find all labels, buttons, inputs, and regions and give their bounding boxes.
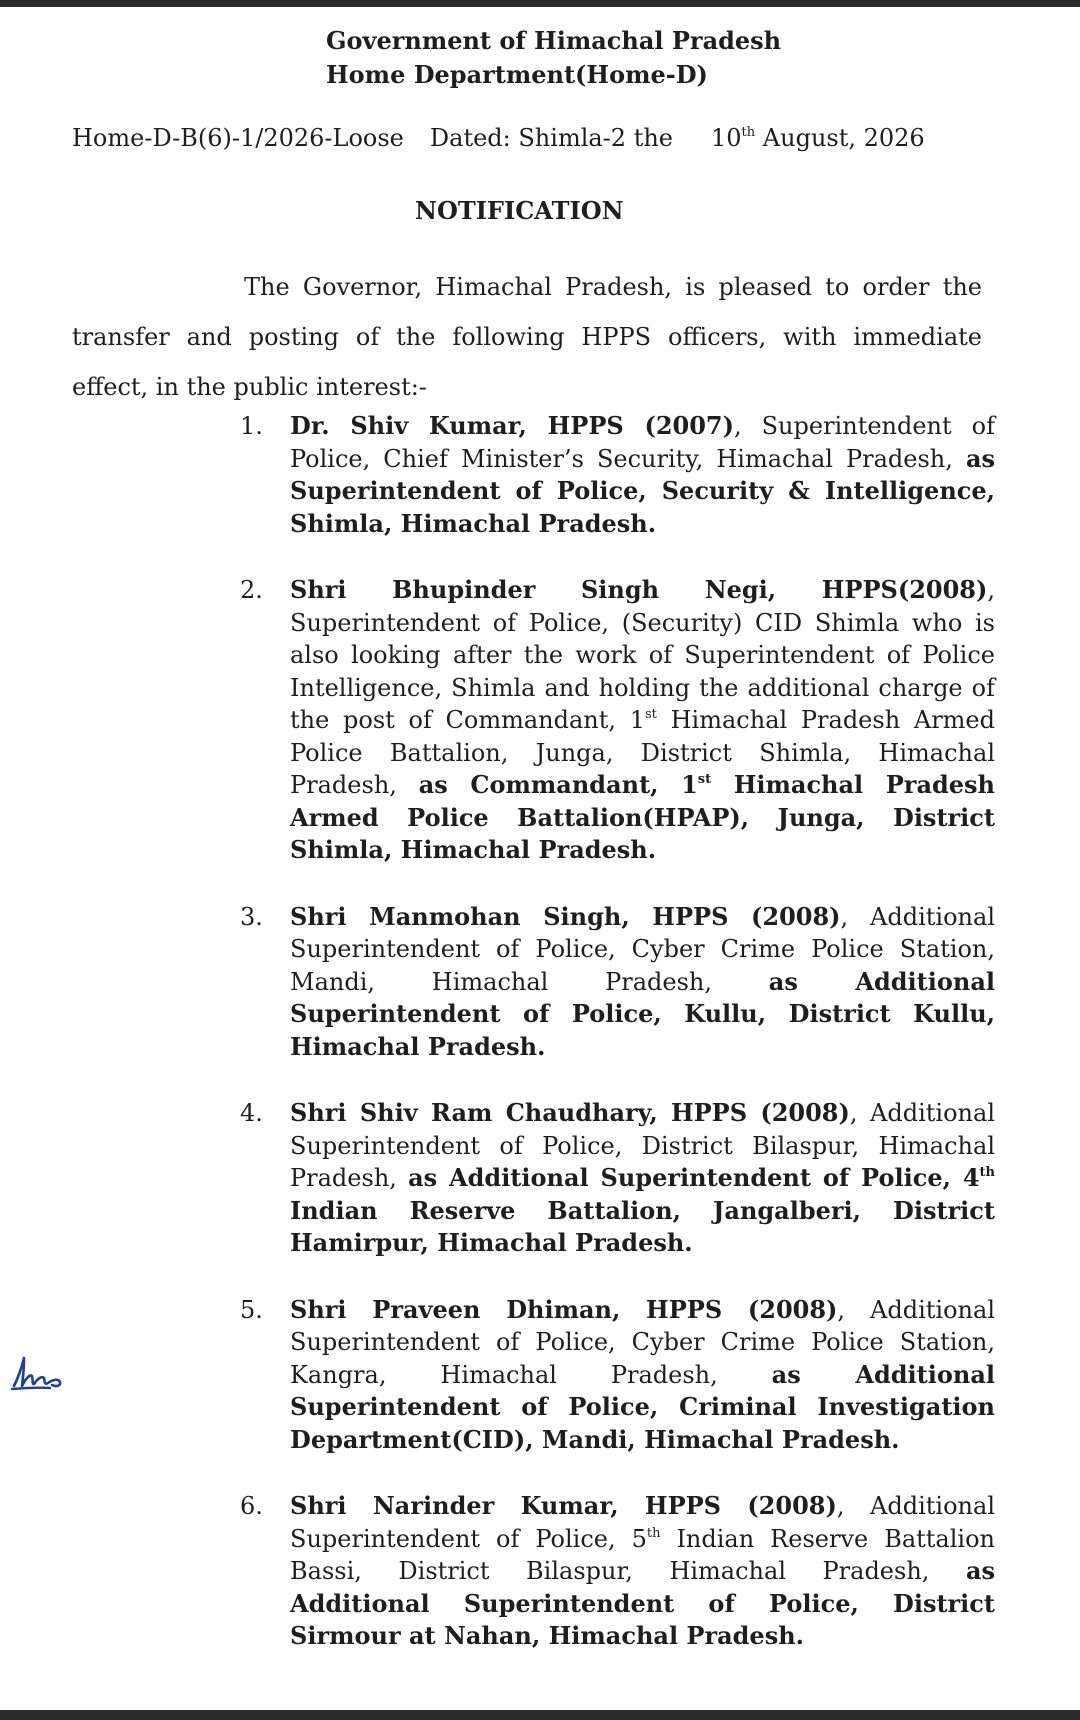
item-number: 5. <box>240 1295 263 1324</box>
ordinal-suffix: th <box>979 1165 995 1180</box>
current-posting: , Additional Superintendent of Police, District Bilaspur, Himachal Pradesh, <box>290 1099 995 1192</box>
ordinal-suffix: st <box>697 772 712 787</box>
document-header <box>326 24 781 92</box>
new-posting: as Additional Superintendent of Police, District Sirmour at Nahan, Himachal Pradesh. <box>290 1556 995 1650</box>
current-posting: , Superintendent of Police, Chief Minister’s Security, Himachal Pradesh, <box>290 412 996 473</box>
list-item <box>240 1294 995 1457</box>
new-posting-cont: Indian Reserve Battalion, Jangalberi, District Hamirpur, Himachal Pradesh. <box>290 1195 995 1257</box>
officer-name: Shri Narinder Kumar, HPPS (2008) <box>290 1491 837 1520</box>
ordinal-suffix: th <box>646 1525 661 1541</box>
current-posting: , Superintendent of Police, (Security) CID Shimla who is also looking after the work of Superintendent of Police Intelligence, Shimla and holding the additional charge of the post of Commandant, 1 <box>290 576 995 734</box>
date-day-suffix: th <box>741 125 756 140</box>
current-posting-cont: Indian Reserve Battalion Bassi, District Bilaspur, Himachal Pradesh, <box>290 1524 995 1585</box>
signature-initials-icon <box>8 1352 72 1392</box>
date-day-number: 10 <box>711 124 742 152</box>
new-posting: as Superintendent of Police, Security & Intelligence, Shimla, Himachal Pradesh. <box>290 443 995 538</box>
transfer-list <box>240 410 995 1687</box>
current-posting-cont: Himachal Pradesh Armed Police Battalion, Junga, District Shimla, Himachal Pradesh, <box>290 706 995 799</box>
officer-name: Shri Praveen Dhiman, HPPS (2008) <box>290 1294 838 1324</box>
bottom-border <box>0 1710 1080 1720</box>
notification-title: NOTIFICATION <box>415 196 624 225</box>
new-posting-cont: Himachal Pradesh Armed Police Battalion(HPAP), Junga, District Shimla, Himachal Pradesh. <box>290 770 996 864</box>
item-number: 1. <box>240 412 263 440</box>
new-posting: as Additional Superintendent of Police, Kullu, District Kullu, Himachal Pradesh. <box>290 966 995 1061</box>
item-number: 3. <box>240 902 263 931</box>
item-number: 6. <box>240 1492 263 1520</box>
current-posting: , Additional Superintendent of Police, Cyber Crime Police Station, Kangra, Himachal Pradesh, <box>290 1295 995 1389</box>
officer-name: Shri Manmohan Singh, HPPS (2008) <box>290 901 841 931</box>
list-item <box>240 1097 995 1260</box>
new-posting: as Commandant, 1 <box>418 770 698 799</box>
list-item <box>240 1490 995 1653</box>
officer-name: Shri Shiv Ram Chaudhary, HPPS (2008) <box>290 1098 850 1127</box>
list-item <box>240 901 995 1064</box>
new-posting: as Additional Superintendent of Police, 4 <box>408 1163 980 1192</box>
reference-line <box>72 124 925 152</box>
intro-paragraph: The Governor, Himachal Pradesh, is pleased to order the transfer and posting of the following HPPS officers, with immediate effect, in the public interest:- <box>72 273 982 401</box>
list-item <box>240 410 995 540</box>
item-number: 4. <box>240 1099 263 1127</box>
date-month-year: August, 2026 <box>762 124 925 152</box>
reference-number: Home-D-B(6)-1/2026-Loose <box>72 124 404 152</box>
header-department: Home Department(Home-D) <box>326 60 708 89</box>
dated-label: Dated: Shimla-2 the <box>429 124 673 152</box>
item-number: 2. <box>240 576 263 604</box>
current-posting: , Additional Superintendent of Police, 5 <box>290 1492 995 1553</box>
new-posting: as Additional Superintendent of Police, Criminal Investigation Department(CID), Mandi, Himachal Pradesh. <box>290 1359 996 1454</box>
current-posting: , Additional Superintendent of Police, Cyber Crime Police Station, Mandi, Himachal Pradesh, <box>290 902 995 996</box>
header-government: Government of Himachal Pradesh <box>326 26 782 55</box>
officer-name: Shri Bhupinder Singh Negi, HPPS(2008) <box>290 575 988 604</box>
date-day <box>711 124 755 152</box>
officer-name: Dr. Shiv Kumar, HPPS (2007) <box>290 411 734 440</box>
list-item <box>240 574 995 867</box>
ordinal-suffix: st <box>645 707 657 722</box>
top-border <box>0 0 1080 7</box>
